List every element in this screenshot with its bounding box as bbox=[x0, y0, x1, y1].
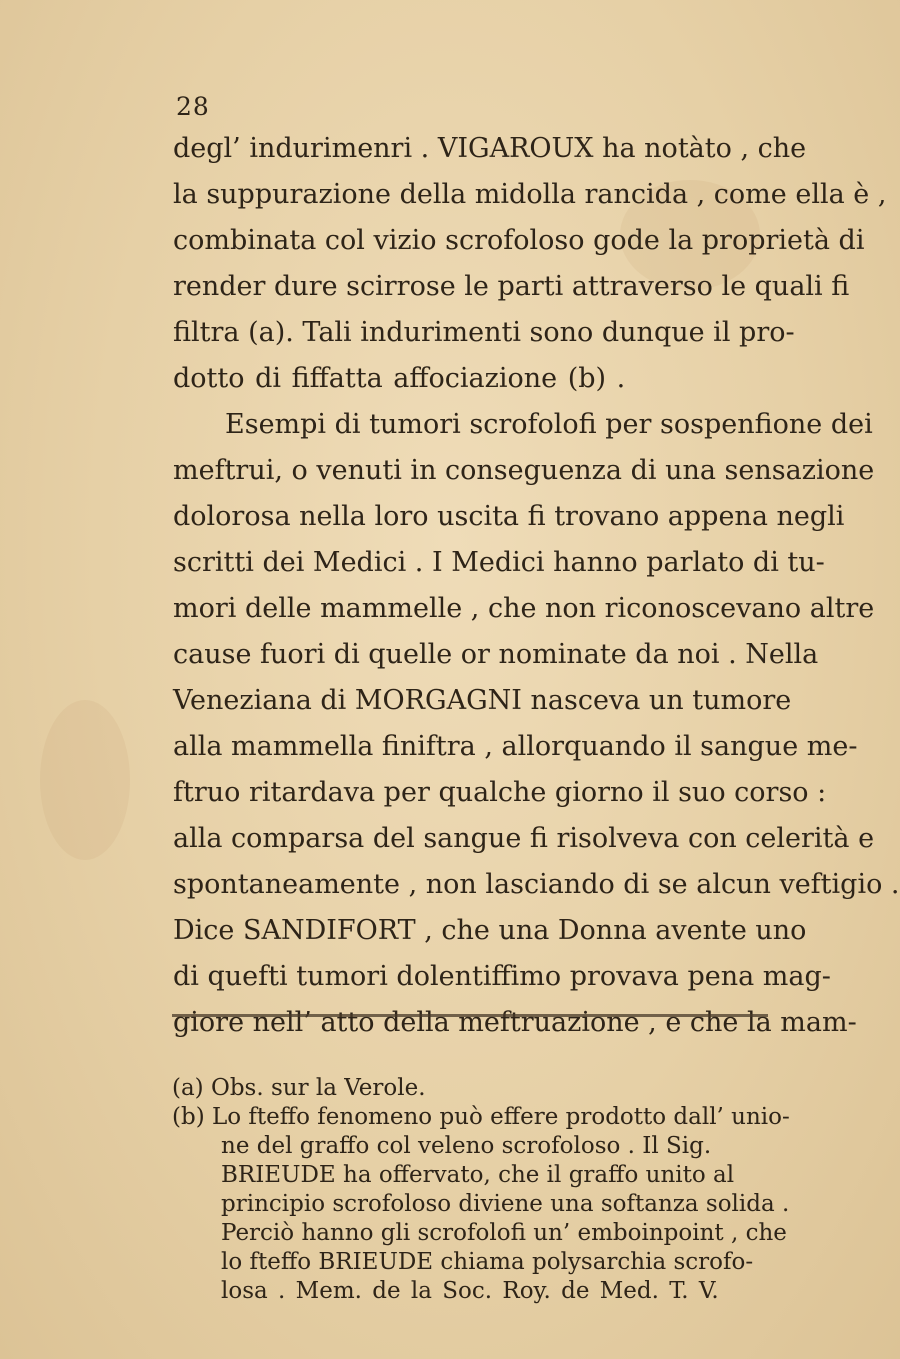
page-number: 28 bbox=[176, 92, 210, 121]
text-line: dolorosa nella loro uscita fi trovano appena negli bbox=[173, 501, 845, 532]
text-line: mori delle mammelle , che non riconoscevano altre bbox=[173, 593, 875, 624]
text-line: spontaneamente , non lasciando di se alcun veftigio . bbox=[173, 869, 900, 900]
text-line: scritti dei Medici . I Medici hanno parlato di tu- bbox=[173, 547, 825, 578]
text-line: dotto di fiffatta affociazione (b) . bbox=[173, 363, 626, 394]
text-line: la suppurazione della midolla rancida , come ella è , bbox=[173, 179, 887, 210]
footnote-line: principio scrofoloso diviene una softanza solida . bbox=[221, 1191, 790, 1217]
text-line: giore nell’ atto della meftruazione , e che la mam- bbox=[173, 1007, 857, 1038]
paper-stain bbox=[40, 700, 130, 860]
footnote-a: (a) Obs. sur la Verole. bbox=[172, 1075, 426, 1101]
footnote-line: ne del graffo col veleno scrofoloso . Il Sig. bbox=[221, 1133, 712, 1159]
paragraph-start-line: Esempi di tumori scrofolofi per sospenfione dei bbox=[225, 409, 873, 440]
text-line: Veneziana di MORGAGNI nasceva un tumore bbox=[173, 685, 792, 716]
footnote-line: Perciò hanno gli scrofolofi un’ emboinpoint , che bbox=[221, 1220, 787, 1246]
text-line: filtra (a). Tali indurimenti sono dunque il pro- bbox=[173, 317, 795, 348]
text-line: render dure scirrose le parti attraverso le quali fi bbox=[173, 271, 850, 302]
text-line: alla comparsa del sangue fi risolveva con celerità e bbox=[173, 823, 875, 854]
footnote-divider bbox=[172, 1014, 768, 1017]
footnotes bbox=[172, 1074, 790, 1306]
footnote-line: BRIEUDE ha offervato, che il graffo unito al bbox=[221, 1162, 735, 1188]
text-line: combinata col vizio scrofoloso gode la proprietà di bbox=[173, 225, 865, 256]
text-line: ftruo ritardava per qualche giorno il suo corso : bbox=[173, 777, 827, 808]
footnote-line: lo fteffo BRIEUDE chiama polysarchia scrofo- bbox=[221, 1249, 754, 1275]
text-line: alla mammella finiftra , allorquando il sangue me- bbox=[173, 731, 858, 762]
text-line: meftrui, o venuti in conseguenza di una sensazione bbox=[173, 455, 875, 486]
text-line: cause fuori di quelle or nominate da noi . Nella bbox=[173, 639, 819, 670]
text-line: degl’ indurimenri . VIGAROUX ha notàto , che bbox=[173, 133, 807, 164]
footnote-line: losa . Mem. de la Soc. Roy. de Med. T. V. bbox=[221, 1278, 719, 1304]
text-line: Dice SANDIFORT , che una Donna avente uno bbox=[173, 915, 807, 946]
text-line: di quefti tumori dolentiffimo provava pena mag- bbox=[173, 961, 831, 992]
footnote-b: (b) Lo fteffo fenomeno può effere prodotto dall’ unio- bbox=[172, 1104, 790, 1130]
body-text bbox=[173, 126, 900, 1046]
